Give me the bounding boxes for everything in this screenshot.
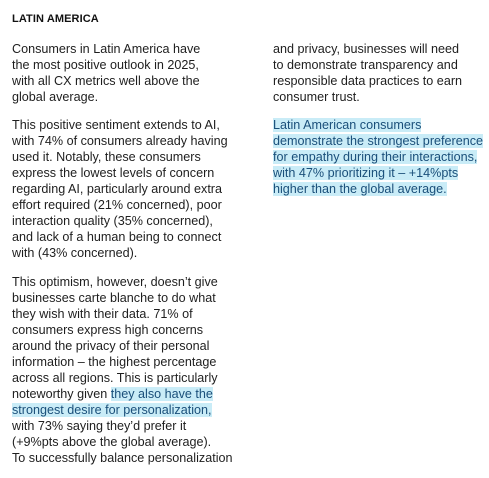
highlighted-text: for empathy during their interactions, [273, 150, 478, 164]
text-line [273, 165, 458, 181]
text-line: with 73% saying they’d prefer it [12, 419, 187, 433]
section-heading: LATIN AMERICA [12, 13, 99, 25]
text-line: global average. [12, 90, 99, 104]
text-line [273, 149, 477, 165]
text-line [12, 386, 213, 402]
text-line [273, 117, 421, 133]
text-line: they wish with their data. 71% of [12, 307, 193, 321]
text-line: responsible data practices to earn [273, 74, 463, 88]
highlighted-text: they also have the [110, 387, 213, 401]
text-line: used it. Notably, these consumers [12, 150, 201, 164]
text-line: the most positive outlook in 2025, [12, 58, 199, 72]
highlighted-text: demonstrate the strongest preference [273, 134, 484, 148]
text-line: (+9%pts above the global average). [12, 435, 212, 449]
text-line: and lack of a human being to connect [12, 230, 222, 244]
highlighted-text: with 47% prioritizing it – +14%pts [273, 166, 459, 180]
highlighted-text: higher than the global average. [273, 182, 447, 196]
text-line: express the lowest levels of concern [12, 166, 215, 180]
text-line: around the privacy of their personal [12, 339, 210, 353]
text-line: Consumers in Latin America have [12, 42, 201, 56]
text-line: with (43% concerned). [12, 246, 138, 260]
text-line: effort required (21% concerned), poor [12, 198, 222, 212]
text-line: information – the highest percentage [12, 355, 217, 369]
highlighted-text: strongest desire for personalization, [12, 403, 212, 417]
text-line [273, 133, 483, 149]
highlighted-text: Latin American consumers [273, 118, 422, 132]
text-line: interaction quality (35% concerned), [12, 214, 213, 228]
text-segment: noteworthy given [12, 387, 111, 401]
text-line: to demonstrate transparency and [273, 58, 458, 72]
text-line: across all regions. This is particularly [12, 371, 218, 385]
text-line: consumers express high concerns [12, 323, 204, 337]
text-line [273, 181, 447, 197]
text-line: and privacy, businesses will need [273, 42, 459, 56]
text-line: regarding AI, particularly around extra [12, 182, 223, 196]
text-line: consumer trust. [273, 90, 360, 104]
text-line: with 74% of consumers already having [12, 134, 228, 148]
text-line: This optimism, however, doesn’t give [12, 275, 218, 289]
text-line: businesses carte blanche to do what [12, 291, 216, 305]
text-line: with all CX metrics well above the [12, 74, 200, 88]
text-line: To successfully balance personalization [12, 451, 233, 465]
text-line: This positive sentiment extends to AI, [12, 118, 220, 132]
text-line [12, 402, 212, 418]
